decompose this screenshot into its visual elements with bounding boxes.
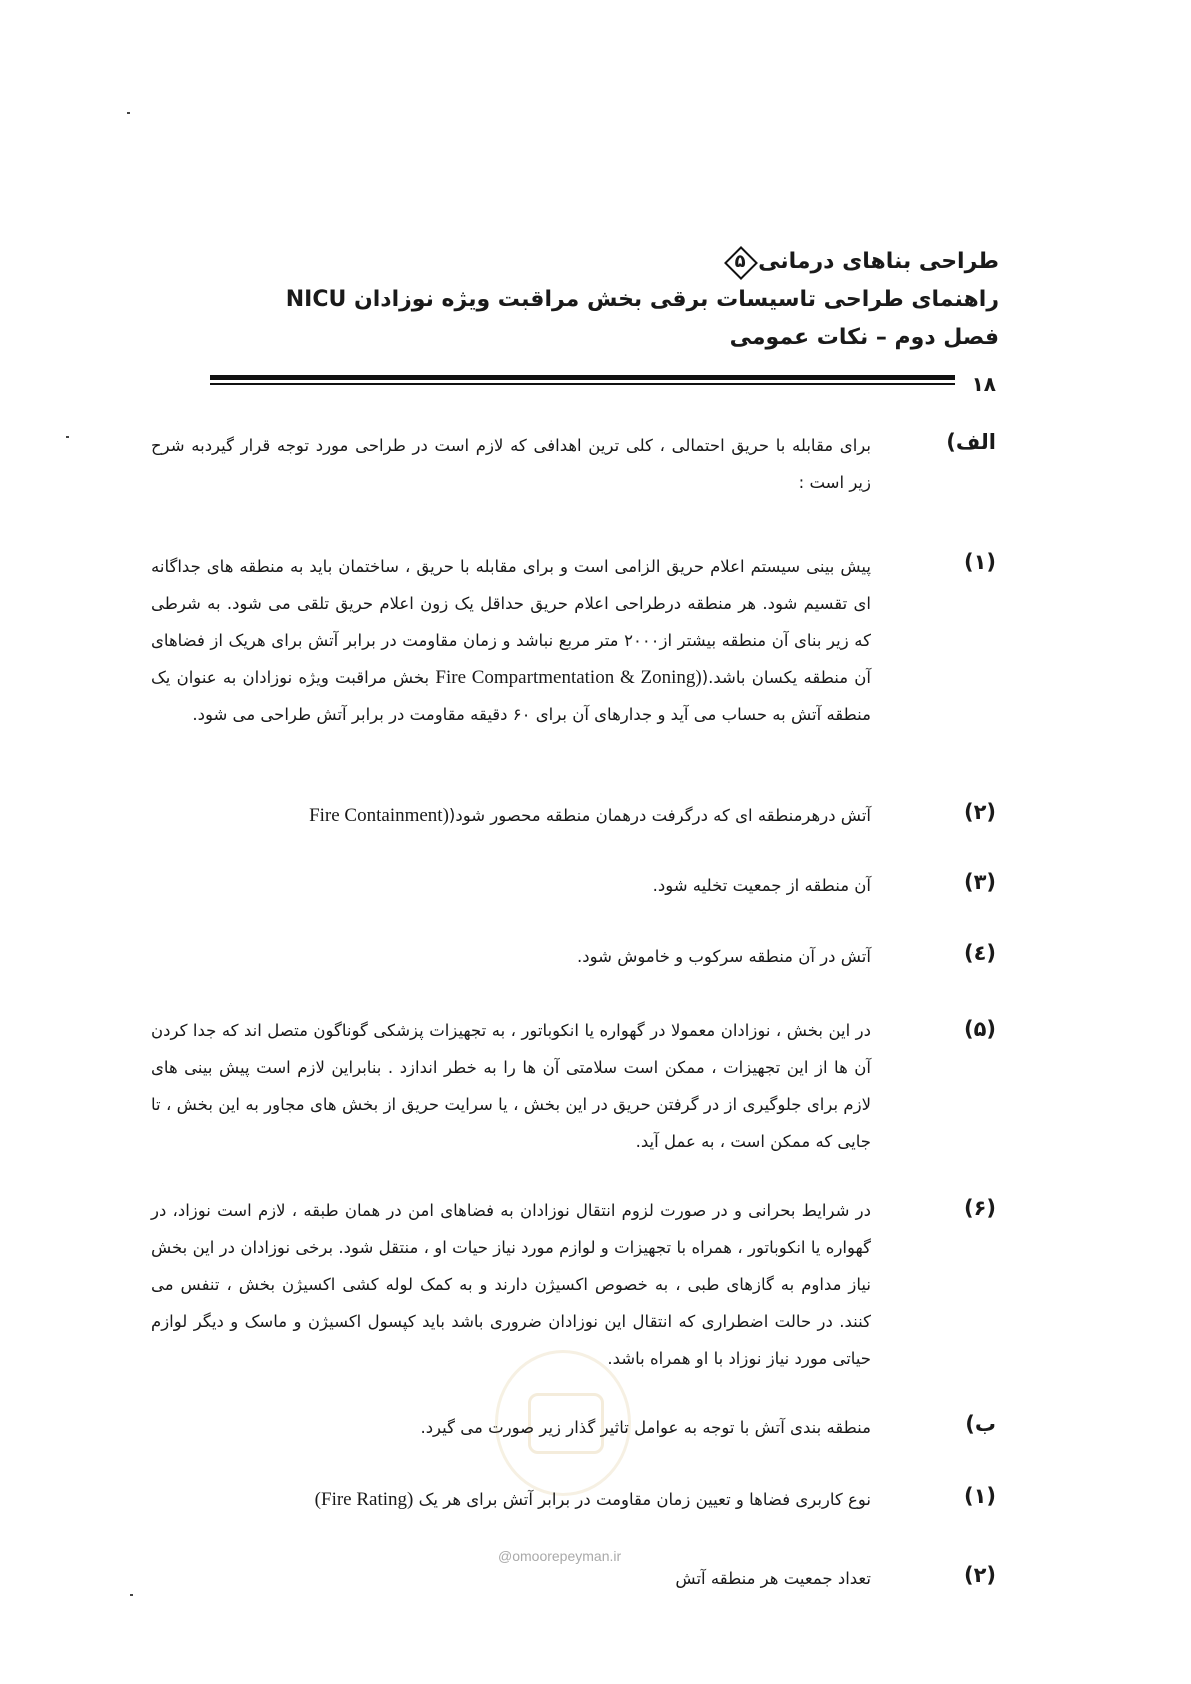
header-rule-thin bbox=[210, 383, 955, 385]
item-marker-5: (۵) bbox=[963, 1017, 996, 1041]
diamond-number-badge bbox=[724, 246, 756, 278]
header-series-title bbox=[279, 243, 999, 281]
item-marker-6: (۶) bbox=[963, 1196, 996, 1220]
section-marker-beh: ب) bbox=[965, 1412, 996, 1436]
section-alef-text: برای مقابله با حریق احتمالی ، کلی ترین اهدافی که لازم است در طراحی مورد توجه قرار گیردبه شرح زیر است : bbox=[151, 436, 871, 492]
badge-number: ۵ bbox=[734, 251, 746, 272]
item-3-text: آن منطقه از جمعیت تخلیه شود. bbox=[652, 876, 871, 895]
beh-item-marker-2: (۲) bbox=[963, 1563, 996, 1587]
header-subtitle: راهنمای طراحی تاسیسات برقی بخش مراقبت ویژه نوزادان NICU bbox=[285, 287, 999, 312]
beh-item-1-latin-term: (Fire Rating) bbox=[314, 1489, 414, 1510]
item-marker-2: (۲) bbox=[963, 800, 996, 824]
beh-item-2-text: تعداد جمعیت هر منطقه آتش bbox=[675, 1569, 871, 1588]
watermark-url: @omoorepeyman.ir bbox=[498, 1548, 622, 1564]
item-1-text-part1: پیش بینی سیستم اعلام حریق الزامی است و برای مقابله با حریق ، ساختمان باید به منطقه های جداگانه ای تقسیم شود. هر منطقه درطراحی اعلام حریق حداقل یک زون اعلام حریق تلقی می شود. به شرطی که زیر بنای آن منطقه بیشتر از۲۰۰۰ متر مربع نباشد و زمان مقاومت در برابر آتش برای هریک از فضاهای آن منطقه یکسان باشد.( bbox=[151, 557, 871, 687]
section-marker-alef: الف) bbox=[946, 430, 996, 454]
section-beh-text: منطقه بندی آتش با توجه به عوامل تاثیر گذار زیر صورت می گیرد. bbox=[420, 1418, 871, 1437]
item-6-text: در شرایط بحرانی و در صورت لزوم انتقال نوزادان به فضاهای امن در همان طبقه ، لازم است نوزاد، در گهواره یا انکوباتور ، همراه با تجهیزات و لوازم مورد نیاز حیات او ، منتقل شود. برخی نوزادان در این بخش نیاز مداوم به گازهای طبی ، به خصوص اکسیژن دارند و به کمک لوله کشی اکسیژن بخش ، تنفس می کنند. در حالت اضطراری که انتقال این نوزادان ضروری باشد باید کپسول اکسیژن و ماسک و دیگر لوازم حیاتی مورد نیاز نوزاد با او همراه باشد. bbox=[151, 1201, 871, 1368]
item-4-text: آتش در آن منطقه سرکوب و خاموش شود. bbox=[577, 947, 871, 966]
header-rule-thick bbox=[210, 375, 955, 380]
scan-speck bbox=[130, 1594, 133, 1596]
document-header bbox=[279, 243, 999, 357]
item-1-text bbox=[151, 548, 871, 733]
item-marker-4: (٤) bbox=[963, 941, 996, 965]
item-1-latin-term: Fire Compartmentation & Zoning) bbox=[435, 667, 702, 688]
beh-item-marker-1: (۱) bbox=[963, 1484, 996, 1508]
page-number: ۱۸ bbox=[971, 372, 996, 396]
item-marker-3: (۳) bbox=[963, 870, 996, 894]
beh-item-1-text-part: نوع کاربری فضاها و تعیین زمان مقاومت در برابر آتش برای هر یک bbox=[413, 1490, 871, 1509]
beh-item-1-text bbox=[315, 1481, 871, 1518]
header-chapter: فصل دوم – نکات عمومی bbox=[729, 325, 999, 350]
header-title-text: طراحی بناهای درمانی bbox=[758, 249, 999, 274]
item-2-latin-term: Fire Containment) bbox=[309, 805, 449, 826]
item-2-text-part: آتش درهرمنطقه ای که درگرفت درهمان منطقه محصور شود( bbox=[448, 806, 871, 825]
item-2-text bbox=[309, 797, 871, 834]
scan-speck bbox=[127, 112, 130, 114]
scan-speck bbox=[66, 436, 69, 438]
item-1-text-part2: بخش مراقبت ویژه نوزادان به عنوان یک منطقه آتش به حساب می آید و جدارهای آن برای ۶۰ دقیقه مقاومت در برابر آتش طراحی می شود. bbox=[151, 668, 871, 724]
item-marker-1: (۱) bbox=[963, 550, 996, 574]
item-5-text: در این بخش ، نوزادان معمولا در گهواره یا انکوباتور ، به تجهیزات پزشکی گوناگون متصل اند که جدا کردن آن ها از این تجهیزات ، ممکن است سلامتی آن ها را به خطر اندازد . بنابراین لازم است پیش بینی های لازم برای جلوگیری از در گرفتن حریق در این بخش ، یا سرایت حریق از بخش های مجاور به این بخش ، تا جایی که ممکن است ، به عمل آید. bbox=[151, 1021, 871, 1151]
